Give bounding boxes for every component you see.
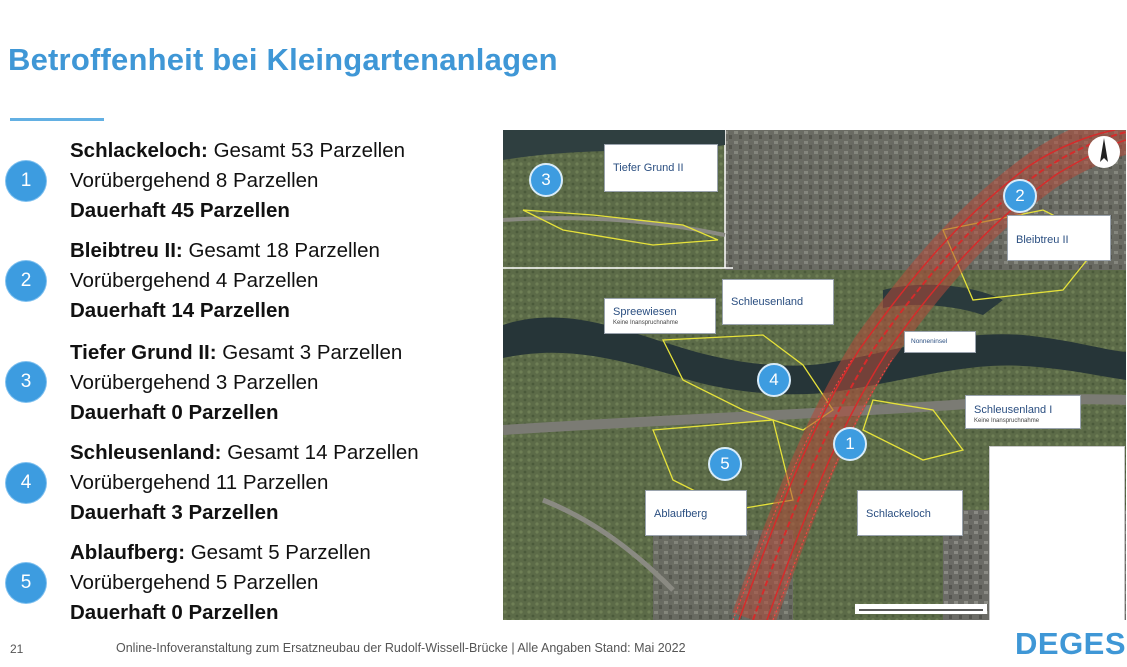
entry-name: Schleusenland: [70, 441, 222, 464]
entry-permanent: Dauerhaft 0 Parzellen [70, 601, 279, 624]
map-label-spreewiesen [604, 298, 716, 334]
entry-total: Gesamt 3 Parzellen [216, 341, 403, 364]
entry-ablaufberg [70, 538, 371, 628]
entry-total: Gesamt 5 Parzellen [185, 541, 371, 564]
footer-text: Online-Infoveranstaltung zum Ersatzneubau der Rudolf-Wissell-Brücke | Alle Angaben Stand: Mai 2022 [116, 641, 686, 655]
aerial-map [503, 130, 1126, 620]
map-label-spreewiesen-title: Spreewiesen [613, 306, 677, 318]
entry-permanent: Dauerhaft 0 Parzellen [70, 401, 279, 424]
number-badge-4: 4 [6, 463, 46, 503]
entry-temporary: Vorübergehend 5 Parzellen [70, 571, 319, 594]
map-label-spreewiesen-sub: Keine Inanspruchnahme [613, 320, 679, 326]
entry-schleusenland [70, 438, 419, 528]
entry-tiefer-grund [70, 338, 402, 428]
map-label-tiefer-grund: Tiefer Grund II [604, 144, 718, 192]
number-badge-3: 3 [6, 362, 46, 402]
blank-panel [989, 446, 1125, 620]
map-marker-2: 2 [1003, 179, 1037, 213]
entry-permanent: Dauerhaft 14 Parzellen [70, 299, 290, 322]
map-label-schleusenland-1 [965, 395, 1081, 429]
entry-name: Tiefer Grund II: [70, 341, 217, 364]
number-badge-5: 5 [6, 563, 46, 603]
map-label-ablaufberg: Ablaufberg [645, 490, 747, 536]
entry-name: Bleibtreu II: [70, 239, 183, 262]
entry-schlackeloch [70, 136, 405, 226]
page-number: 21 [10, 642, 24, 656]
entry-permanent: Dauerhaft 3 Parzellen [70, 501, 279, 524]
entry-name: Ablaufberg: [70, 541, 186, 564]
map-marker-1: 1 [833, 427, 867, 461]
map-marker-3: 3 [529, 163, 563, 197]
map-label-schleusenland: Schleusenland [722, 279, 834, 325]
entry-bleibtreu [70, 236, 380, 326]
map-label-nonneninsel: Nonneninsel [904, 331, 976, 353]
entry-temporary: Vorübergehend 8 Parzellen [70, 169, 319, 192]
map-marker-4: 4 [757, 363, 791, 397]
title-underline [10, 118, 104, 121]
map-label-bleibtreu: Bleibtreu II [1007, 215, 1111, 261]
map-label-schleusenland-1-title: Schleusenland I [974, 404, 1053, 416]
map-label-schleusenland-1-sub: Keine Inanspruchnahme [974, 418, 1040, 424]
entry-permanent: Dauerhaft 45 Parzellen [70, 199, 290, 222]
entry-total: Gesamt 18 Parzellen [182, 239, 380, 262]
map-label-schlackeloch: Schlackeloch [857, 490, 963, 536]
map-marker-5: 5 [708, 447, 742, 481]
entry-temporary: Vorübergehend 4 Parzellen [70, 269, 319, 292]
deges-logo: DEGES [1015, 626, 1127, 661]
entry-temporary: Vorübergehend 3 Parzellen [70, 371, 319, 394]
number-badge-2: 2 [6, 261, 46, 301]
entry-total: Gesamt 14 Parzellen [221, 441, 419, 464]
entry-temporary: Vorübergehend 11 Parzellen [70, 471, 329, 494]
entry-name: Schlackeloch: [70, 139, 208, 162]
page-title: Betroffenheit bei Kleingartenanlagen [8, 42, 558, 77]
entry-total: Gesamt 53 Parzellen [207, 139, 405, 162]
number-badge-1: 1 [6, 161, 46, 201]
